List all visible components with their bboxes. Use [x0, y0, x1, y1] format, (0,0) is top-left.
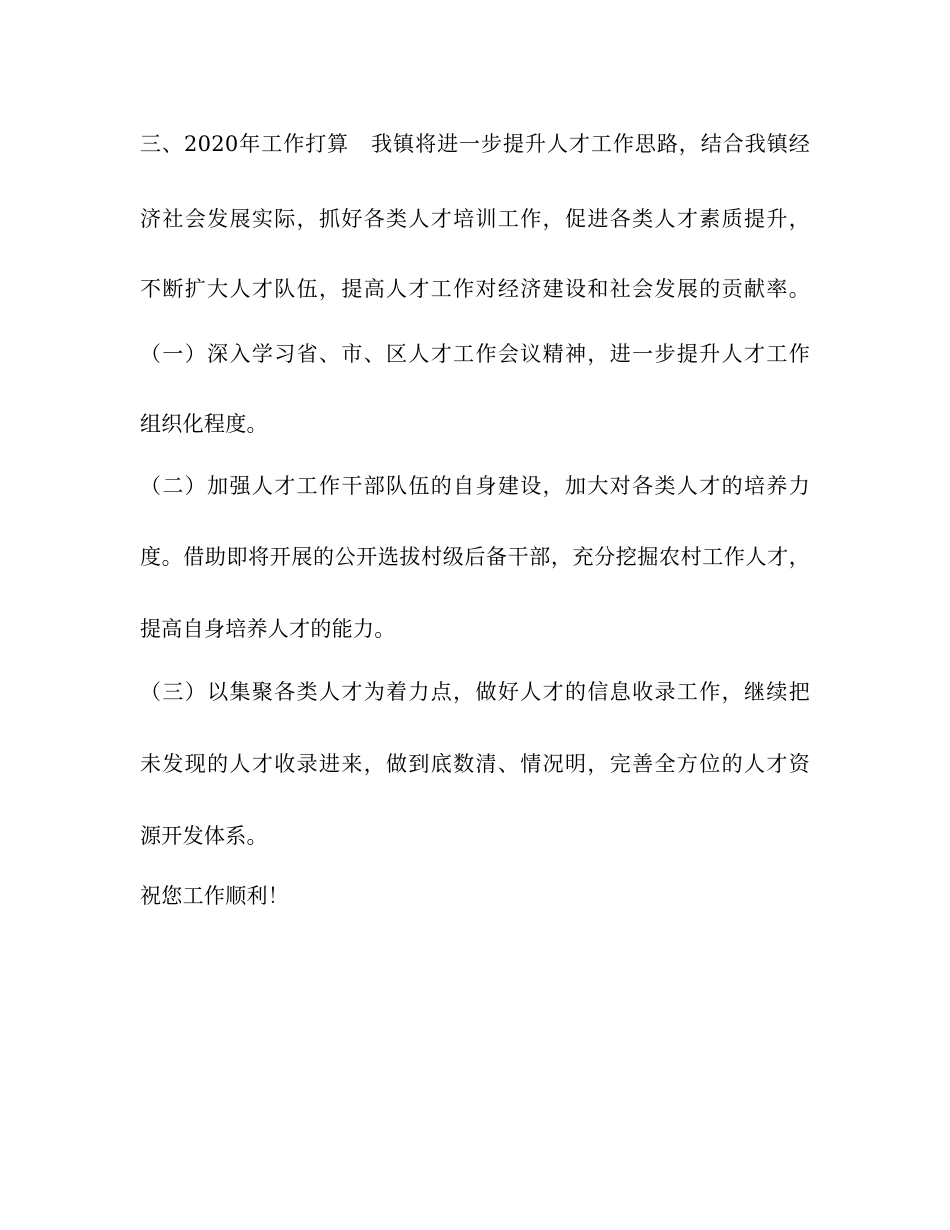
- item1-line-1: （一）深入学习省、市、区人才工作会议精神，进一步提升人才工作: [140, 342, 810, 366]
- section3-line-2: 济社会发展实际，抓好各类人才培训工作，促进各类人才素质提升，: [140, 207, 810, 231]
- item1-line-2: 组织化程度。: [140, 412, 268, 436]
- closing-line: 祝您工作顺利！: [140, 884, 290, 908]
- item3-line-2: 未发现的人才收录进来，做到底数清、情况明，完善全方位的人才资: [140, 752, 810, 776]
- item3-line-3: 源开发体系。: [140, 824, 268, 848]
- section3-line-3: 不断扩大人才队伍，提高人才工作对经济建设和社会发展的贡献率。: [140, 277, 810, 301]
- item2-line-3: 提高自身培养人才的能力。: [140, 617, 396, 641]
- item2-line-1: （二）加强人才工作干部队伍的自身建设，加大对各类人才的培养力: [140, 474, 810, 498]
- section3-line-1: 三、2020年工作打算 我镇将进一步提升人才工作思路，结合我镇经: [140, 132, 810, 156]
- item3-line-1: （三）以集聚各类人才为着力点，做好人才的信息收录工作，继续把: [140, 680, 810, 704]
- item2-line-2: 度。借助即将开展的公开选拔村级后备干部，充分挖掘农村工作人才，: [140, 545, 810, 569]
